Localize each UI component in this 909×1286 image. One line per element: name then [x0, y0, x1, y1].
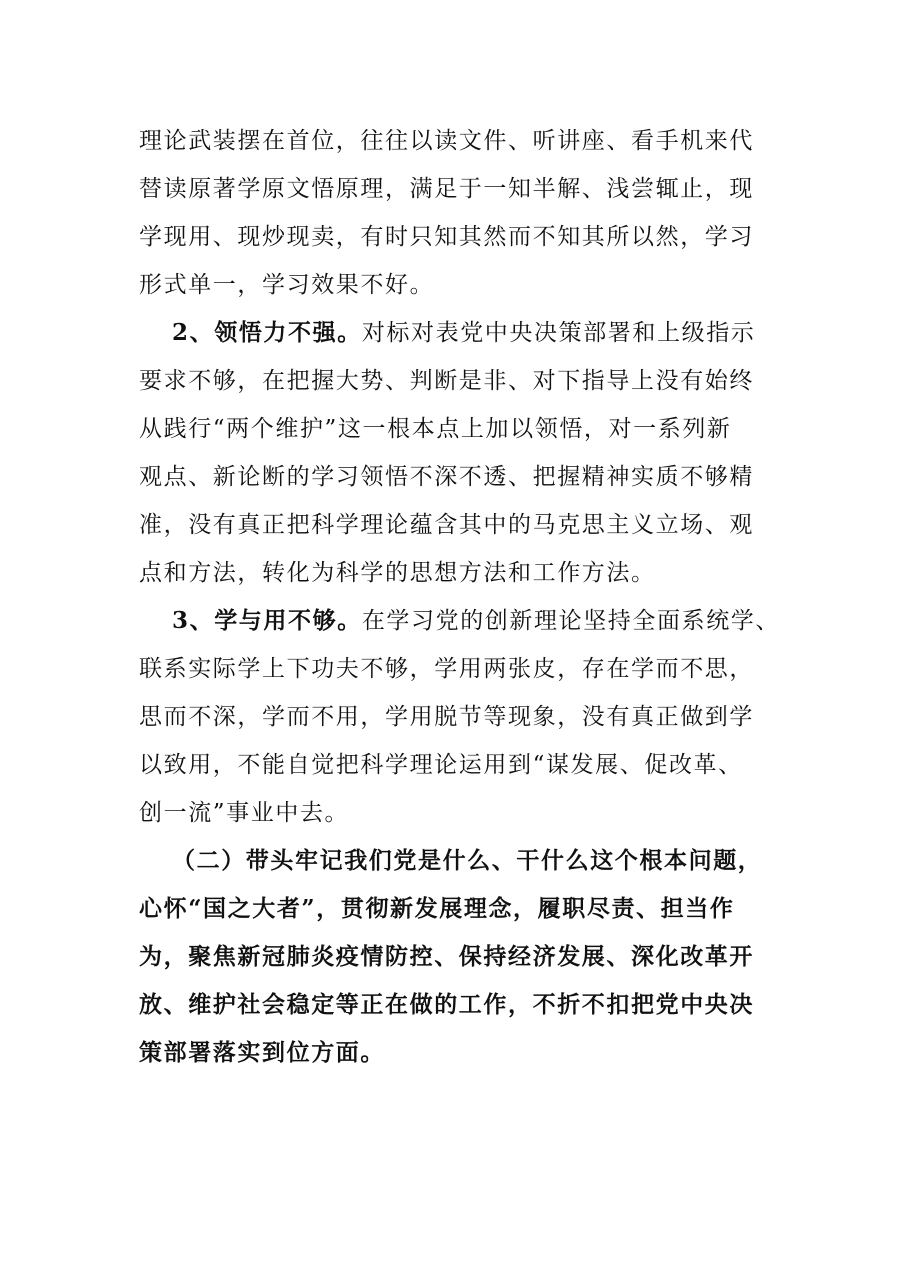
p3-lead-heading: 3、学与用不够。	[172, 607, 362, 634]
p3-line-5: 创一流”事业中去。	[139, 800, 350, 826]
p3-line-3: 思而不深，学而不用，学用脱节等现象，没有真正做到学	[139, 704, 754, 730]
section-heading-line-4: 放、维护社会稳定等正在做的工作，不折不扣把党中央决	[139, 991, 754, 1018]
p2-line-4: 观点、新论断的学习领悟不深不透、把握精神实质不够精	[139, 464, 754, 490]
p3-line-2: 联系实际学上下功夫不够，学用两张皮，存在学而不思，	[139, 656, 754, 682]
section-heading-line-1: （二）带头牢记我们党是什么、干什么这个根本问题，	[172, 847, 763, 874]
p1-line-3: 学现用、现炒现卖，有时只知其然而不知其所以然，学习	[139, 224, 754, 250]
section-heading-line-2: 心怀“国之大者”，贯彻新发展理念，履职尽责、担当作	[139, 895, 735, 922]
p3-first-rest: 在学习党的创新理论坚持全面系统学、	[361, 608, 781, 634]
section-heading-line-5: 策部署落实到位方面。	[139, 1039, 385, 1066]
p1-line-4: 形式单一，学习效果不好。	[139, 272, 435, 298]
p2-line-3: 从践行“两个维护”这一根本点上加以领悟，对一系列新	[139, 416, 732, 442]
section-heading-line-3: 为，聚焦新冠肺炎疫情防控、保持经济发展、深化改革开	[139, 943, 754, 970]
p2-line-5: 准，没有真正把科学理论蕴含其中的马克思主义立场、观	[139, 512, 754, 538]
p2-first-rest: 对标对表党中央决策部署和上级指示	[361, 320, 756, 346]
p2-lead-heading: 2、领悟力不强。	[172, 319, 362, 346]
p1-line-1: 理论武装摆在首位，往往以读文件、听讲座、看手机来代	[139, 128, 754, 154]
p2-first-line	[172, 309, 832, 357]
p1-line-2: 替读原著学原文悟原理，满足于一知半解、浅尝辄止，现	[139, 176, 754, 202]
p3-first-line	[172, 597, 832, 645]
p3-line-4: 以致用，不能自觉把科学理论运用到“谋发展、促改革、	[139, 752, 743, 778]
p2-line-6: 点和方法，转化为科学的思想方法和工作方法。	[139, 560, 656, 586]
p2-line-2: 要求不够，在把握大势、判断是非、对下指导上没有始终	[139, 368, 754, 394]
